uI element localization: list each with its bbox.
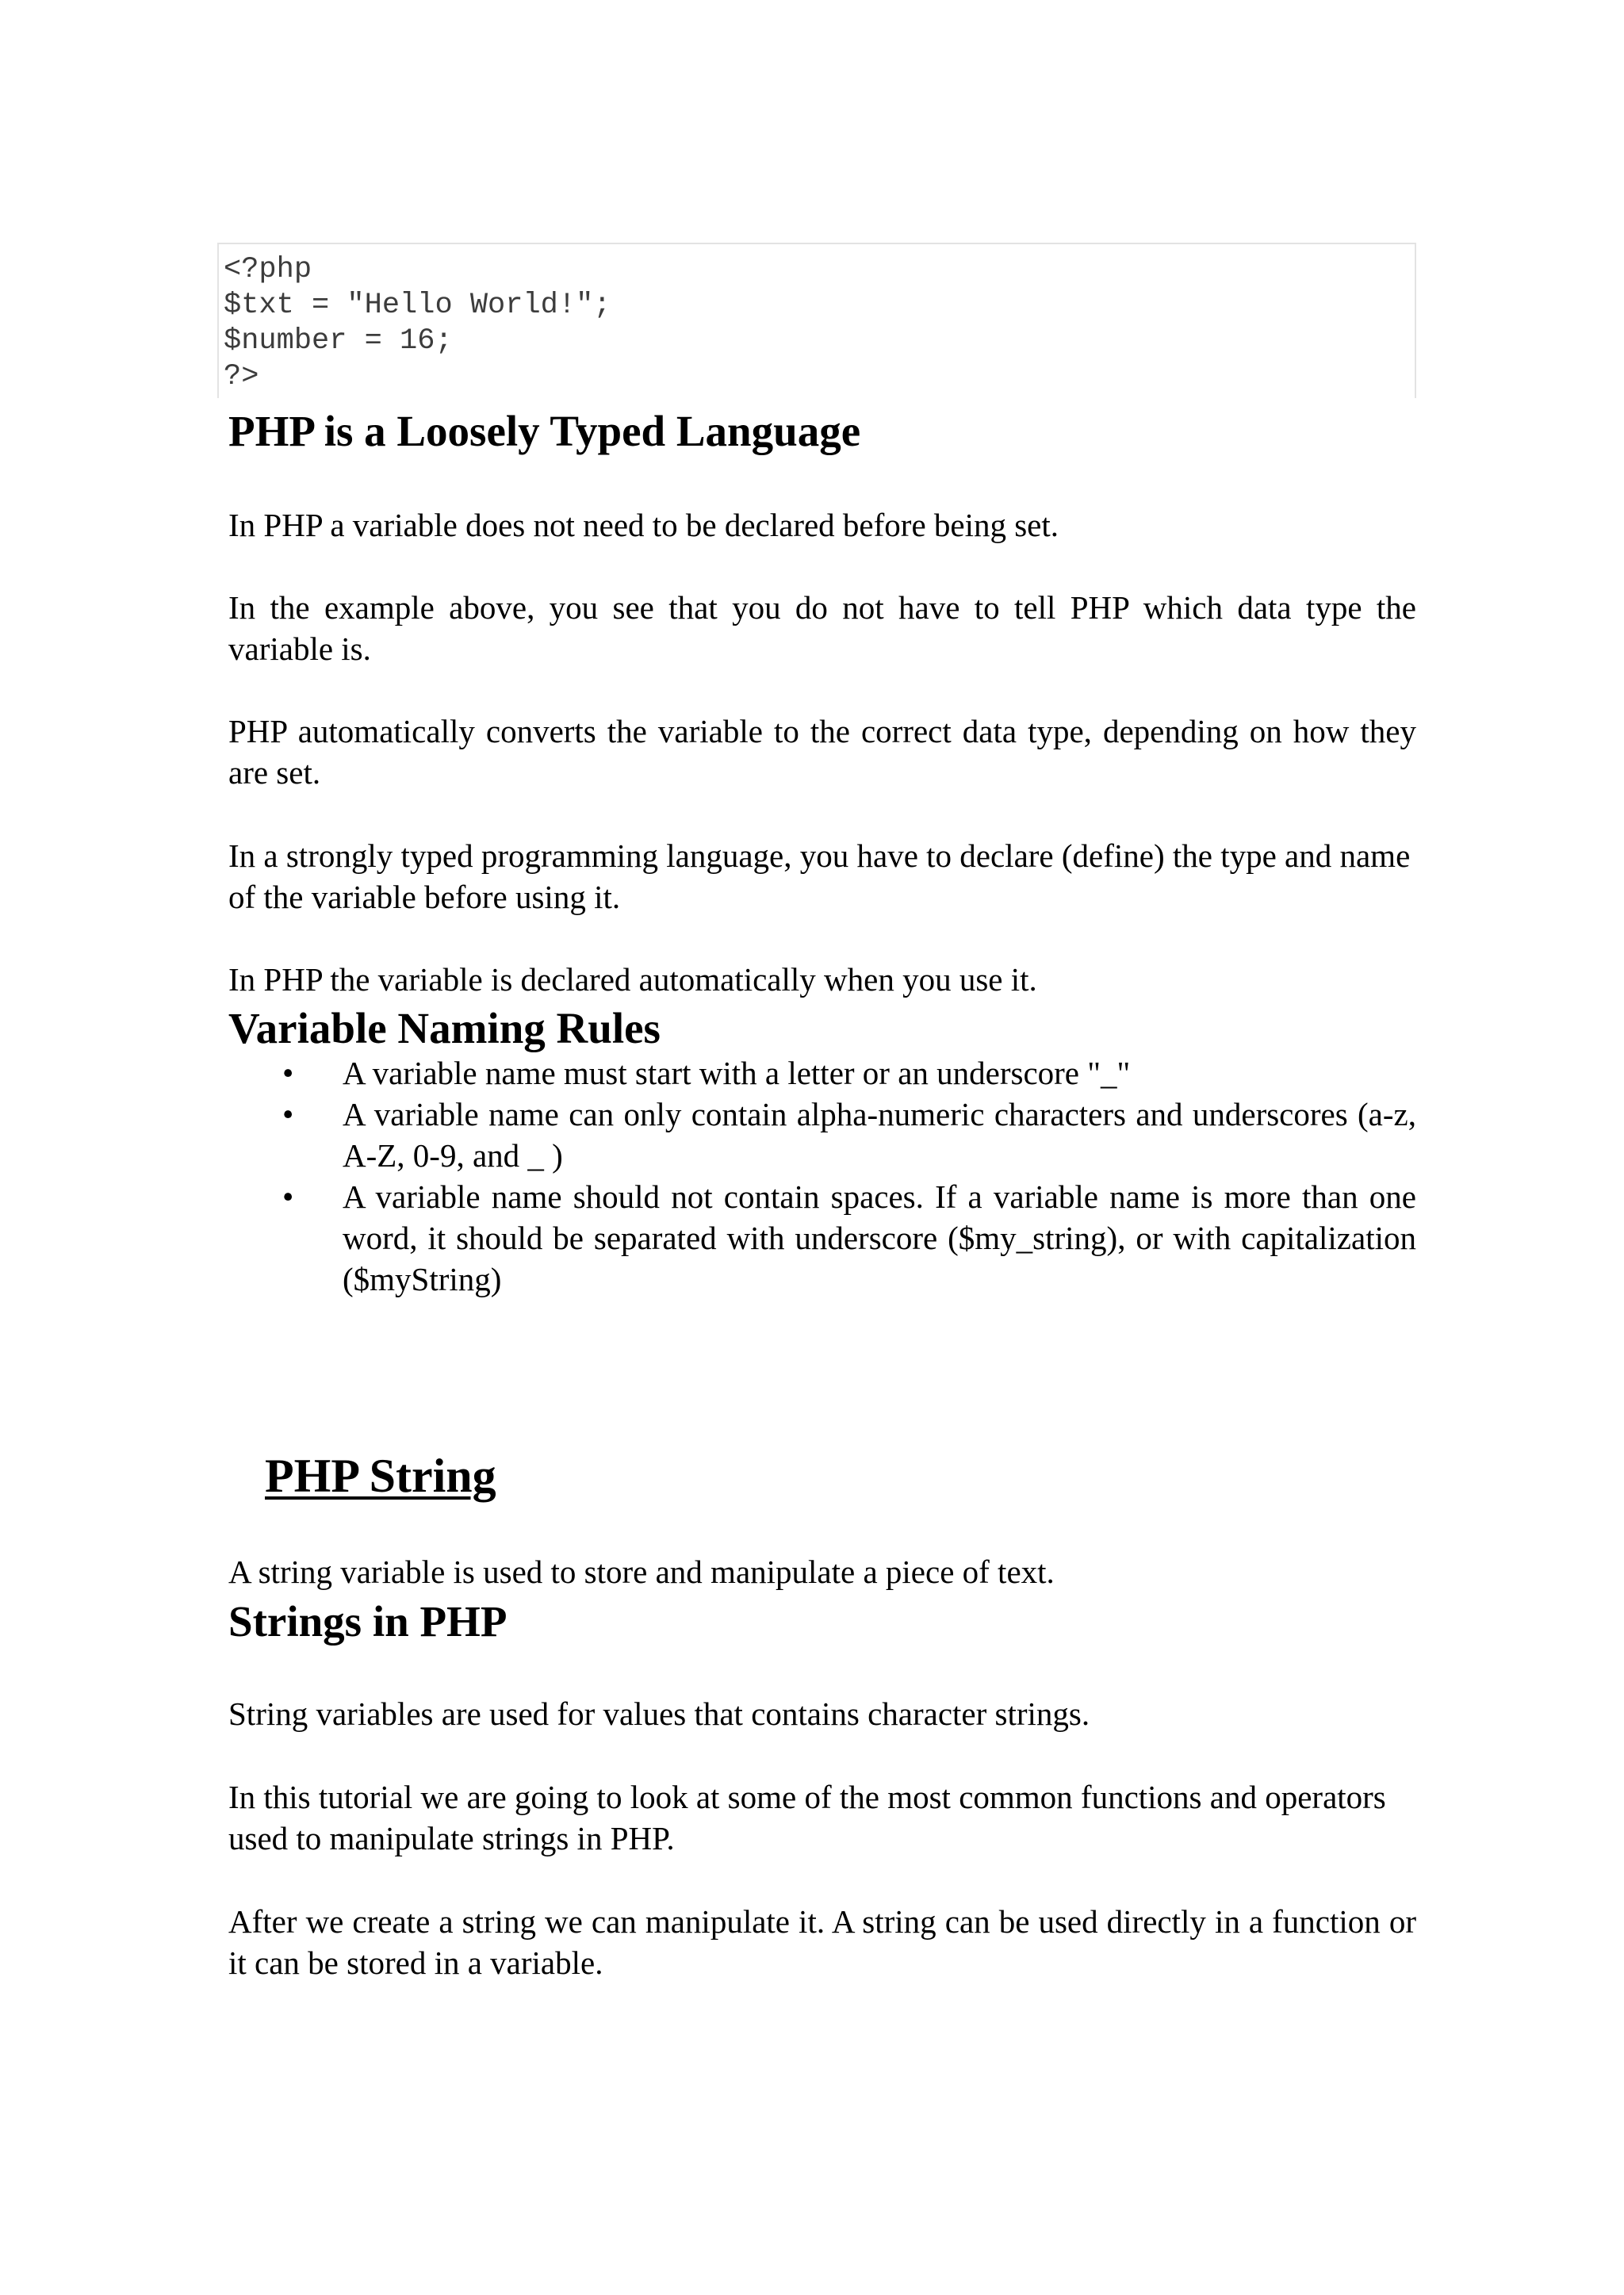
loosely-typed-paragraph: In PHP the variable is declared automatically when you use it.	[228, 961, 1037, 998]
php-string-intro: A string variable is used to store and manipulate a piece of text.	[228, 1554, 1055, 1590]
list-item-text: A variable name should not contain spaces. If a variable name is more than one word, it should be separated with underscore ($my_string), or with capitalization ($myString)	[343, 1178, 1416, 1297]
bullet-icon: •	[282, 1055, 294, 1091]
list-item	[228, 1094, 1416, 1176]
loosely-typed-paragraph: In a strongly typed programming language, you have to declare (define) the type and name of the variable before using it.	[228, 837, 1411, 915]
naming-rules-heading: Variable Naming Rules	[228, 1004, 661, 1052]
list-item	[228, 1176, 1416, 1300]
loosely-typed-paragraph: In the example above, you see that you do not have to tell PHP which data type the variable is.	[228, 589, 1416, 667]
bullet-icon: •	[282, 1096, 294, 1132]
code-example	[217, 243, 1416, 398]
bullet-icon: •	[282, 1178, 294, 1215]
strings-in-php-paragraph: After we create a string we can manipulate it. A string can be used directly in a function or it can be stored in a variable.	[228, 1903, 1416, 1981]
strings-in-php-heading: Strings in PHP	[228, 1597, 508, 1646]
code-line: ?>	[224, 360, 259, 393]
strings-in-php-paragraph: In this tutorial we are going to look at some of the most common functions and operators used to manipulate strings in PHP.	[228, 1779, 1386, 1856]
naming-rules-list	[228, 1052, 1416, 1300]
loosely-typed-paragraph: PHP automatically converts the variable to the correct data type, depending on how they are set.	[228, 713, 1416, 791]
strings-in-php-paragraph: String variables are used for values that contains character strings.	[228, 1695, 1090, 1732]
code-line: <?php	[224, 253, 312, 286]
code-line: $txt = "Hello World!";	[224, 289, 611, 322]
code-line: $number = 16;	[224, 324, 453, 358]
loosely-typed-heading: PHP is a Loosely Typed Language	[228, 407, 861, 455]
list-item-text: A variable name can only contain alpha-numeric characters and underscores (a-z, A-Z, 0-9, and _ )	[343, 1096, 1416, 1174]
php-string-title: PHP String	[265, 1450, 496, 1502]
list-item-text: A variable name must start with a letter or an underscore "_"	[343, 1055, 1131, 1091]
loosely-typed-paragraph: In PHP a variable does not need to be declared before being set.	[228, 507, 1059, 543]
list-item	[228, 1052, 1416, 1094]
